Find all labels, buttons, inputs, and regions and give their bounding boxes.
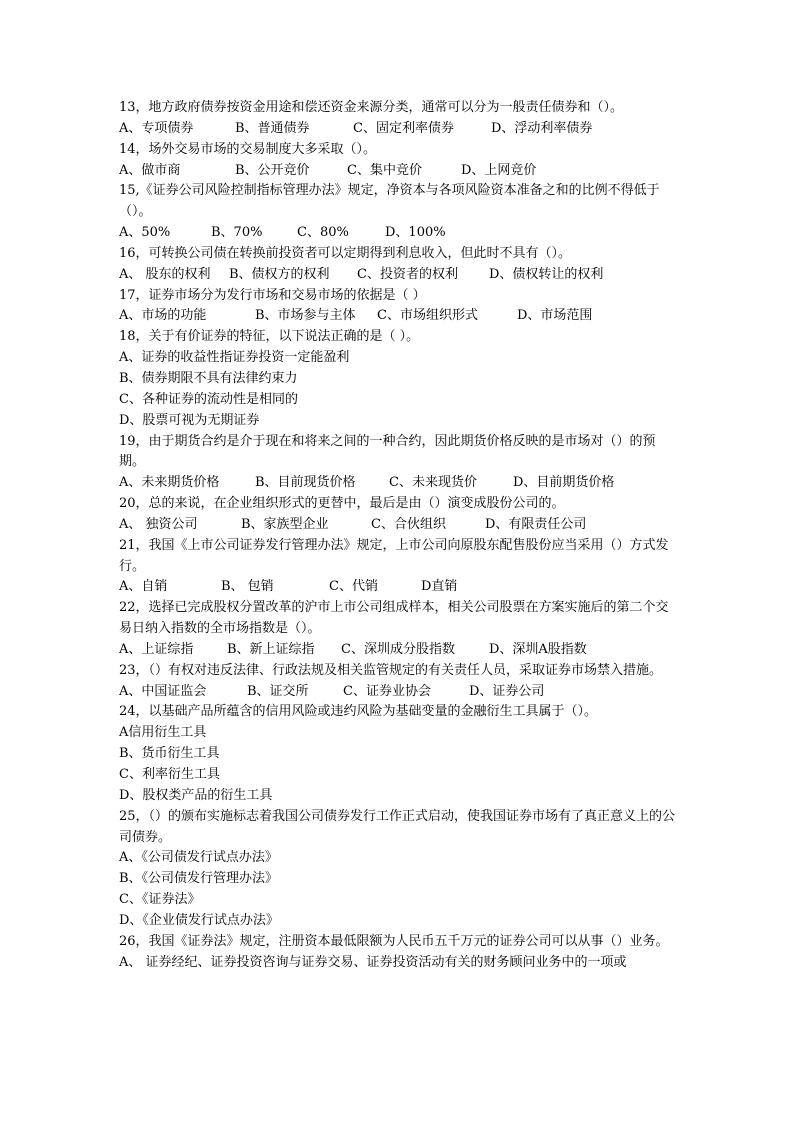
question-24-stem: 24，以基础产品所蕴含的信用风险或违约风险为基础变量的金融衍生工具属于（）。 <box>119 704 598 720</box>
question-20-stem: 20，总的来说，在企业组织形式的更替中，最后是由（）演变成股份公司的。 <box>119 496 565 512</box>
option-b: B、债券期限不具有法律约束力 <box>119 370 298 386</box>
option-c: C、固定利率债券 <box>353 120 454 136</box>
question-23-options <box>119 682 679 703</box>
option-c: C、集中竞价 <box>347 162 422 178</box>
option-c: C、合伙组织 <box>371 516 446 532</box>
question-20-options <box>119 515 679 536</box>
option-c: C、未来现货价 <box>389 475 477 491</box>
option-a: A、专项债券 <box>119 120 194 136</box>
question-26-stem: 26，我国《证券法》规定，注册资本最低限额为人民币五千万元的证券公司可以从事（）业务。 <box>119 933 669 949</box>
option-b: B、公开竞价 <box>235 162 310 178</box>
option-b: B、货币衍生工具 <box>119 746 220 762</box>
option-c: C、市场组织形式 <box>377 308 478 324</box>
option-c: C、各种证券的流动性是相同的 <box>119 391 298 407</box>
option-d: D、浮动利率债券 <box>491 120 593 136</box>
question-13-stem: 13，地方政府债券按资金用途和偿还资金来源分类，通常可以分为一般责任债券和（）。 <box>119 100 624 115</box>
option-b: B、市场参与主体 <box>255 308 356 324</box>
option-a: A、《公司债发行试点办法》 <box>119 850 278 866</box>
option-b: B、新上证综指 <box>227 641 315 657</box>
question-23-stem: 23，（）有权对违反法律、行政法规及相关监管规定的有关责任人员，采取证券市场禁入措施。 <box>119 662 663 678</box>
question-16-options <box>119 265 679 286</box>
option-d: D、深圳A股指数 <box>489 641 587 657</box>
option-d: D、股票可视为无期证券 <box>119 412 260 428</box>
question-19-options <box>119 473 679 494</box>
option-b: B、70% <box>211 225 263 241</box>
option-d: D、有限责任公司 <box>485 516 587 532</box>
option-d: D、100% <box>385 225 446 241</box>
option-a: A、自销 <box>119 579 168 595</box>
option-b: B、普通债券 <box>235 120 310 136</box>
option-b: B、债权方的权利 <box>229 266 330 282</box>
option-c: C、投资者的权利 <box>357 266 458 282</box>
option-a: A、上证综指 <box>119 641 194 657</box>
option-b: B、《公司债发行管理办法》 <box>119 871 279 887</box>
option-d: D直销 <box>421 579 458 595</box>
option-a: A、 股东的权利 <box>119 266 211 282</box>
option-c: C、代销 <box>329 579 378 595</box>
question-25-stem: 25，（）的颁布实施标志着我国公司债券发行工作正式启动，使我国证券市场有了真正意义上的公司债券。 <box>119 808 676 845</box>
option-a: A信用衍生工具 <box>119 725 207 741</box>
option-d: D、上网竞价 <box>461 162 537 178</box>
question-14-stem: 14，场外交易市场的交易制度大多采取（）。 <box>119 141 377 157</box>
question-17-options <box>119 306 679 327</box>
option-d: D、目前期货价格 <box>513 475 615 491</box>
question-18-stem: 18，关于有价证券的特征，以下说法正确的是（ ）。 <box>119 329 420 345</box>
option-c: C、证券业协会 <box>343 683 431 699</box>
document-page <box>119 98 679 973</box>
question-22-options <box>119 640 679 661</box>
option-d: D、债权转让的权利 <box>489 266 604 282</box>
option-a: A、中国证监会 <box>119 683 207 699</box>
option-a: A、 独资公司 <box>119 516 198 532</box>
option-a: A、未来期货价格 <box>119 475 220 491</box>
option-d: D、股权类产品的衍生工具 <box>119 787 273 803</box>
option-b: B、 包销 <box>221 579 274 595</box>
option-a: A、市场的功能 <box>119 308 207 324</box>
option-c: C、80% <box>297 225 349 241</box>
option-c: C、深圳成分股指数 <box>341 641 455 657</box>
option-a: A、 证券经纪、证券投资咨询与证券交易、证券投资活动有关的财务顾问业务中的一项或 <box>119 954 627 970</box>
question-22-stem: 22，选择已完成股权分置改革的沪市上市公司组成样本，相关公司股票在方案实施后的第二个交易日纳入指数的全市场指数是（）。 <box>119 600 669 637</box>
option-d: D、证券公司 <box>469 683 545 699</box>
option-d: D、《企业债发行试点办法》 <box>119 912 279 928</box>
question-15-options <box>119 223 679 244</box>
option-a: A、证券的收益性指证券投资一定能盈利 <box>119 350 350 366</box>
question-17-stem: 17，证券市场分为发行市场和交易市场的依据是（ ） <box>119 287 426 303</box>
option-b: B、证交所 <box>247 683 309 699</box>
option-b: B、家族型企业 <box>241 516 329 532</box>
question-14-options <box>119 161 679 182</box>
option-c: C、《证券法》 <box>119 892 201 908</box>
option-a: A、做市商 <box>119 162 181 178</box>
option-b: B、目前现货价格 <box>255 475 356 491</box>
question-21-stem: 21，我国《上市公司证券发行管理办法》规定，上市公司向原股东配售股份应当采用（）方式发行。 <box>119 537 669 574</box>
option-d: D、市场范围 <box>517 308 593 324</box>
option-a: A、50% <box>119 225 171 241</box>
option-c: C、利率衍生工具 <box>119 767 220 782</box>
question-15-stem: 15,《证券公司风险控制指标管理办法》规定，净资本与各项风险资本准备之和的比例不得低于（）。 <box>119 183 660 220</box>
question-19-stem: 19，由于期货合约是介于现在和将来之间的一种合约，因此期货价格反映的是市场对（）的预期。 <box>119 433 656 470</box>
question-21-options <box>119 577 679 598</box>
question-16-stem: 16，可转换公司债在转换前投资者可以定期得到利息收入，但此时不具有（）。 <box>119 245 572 261</box>
question-13-options <box>119 119 679 140</box>
